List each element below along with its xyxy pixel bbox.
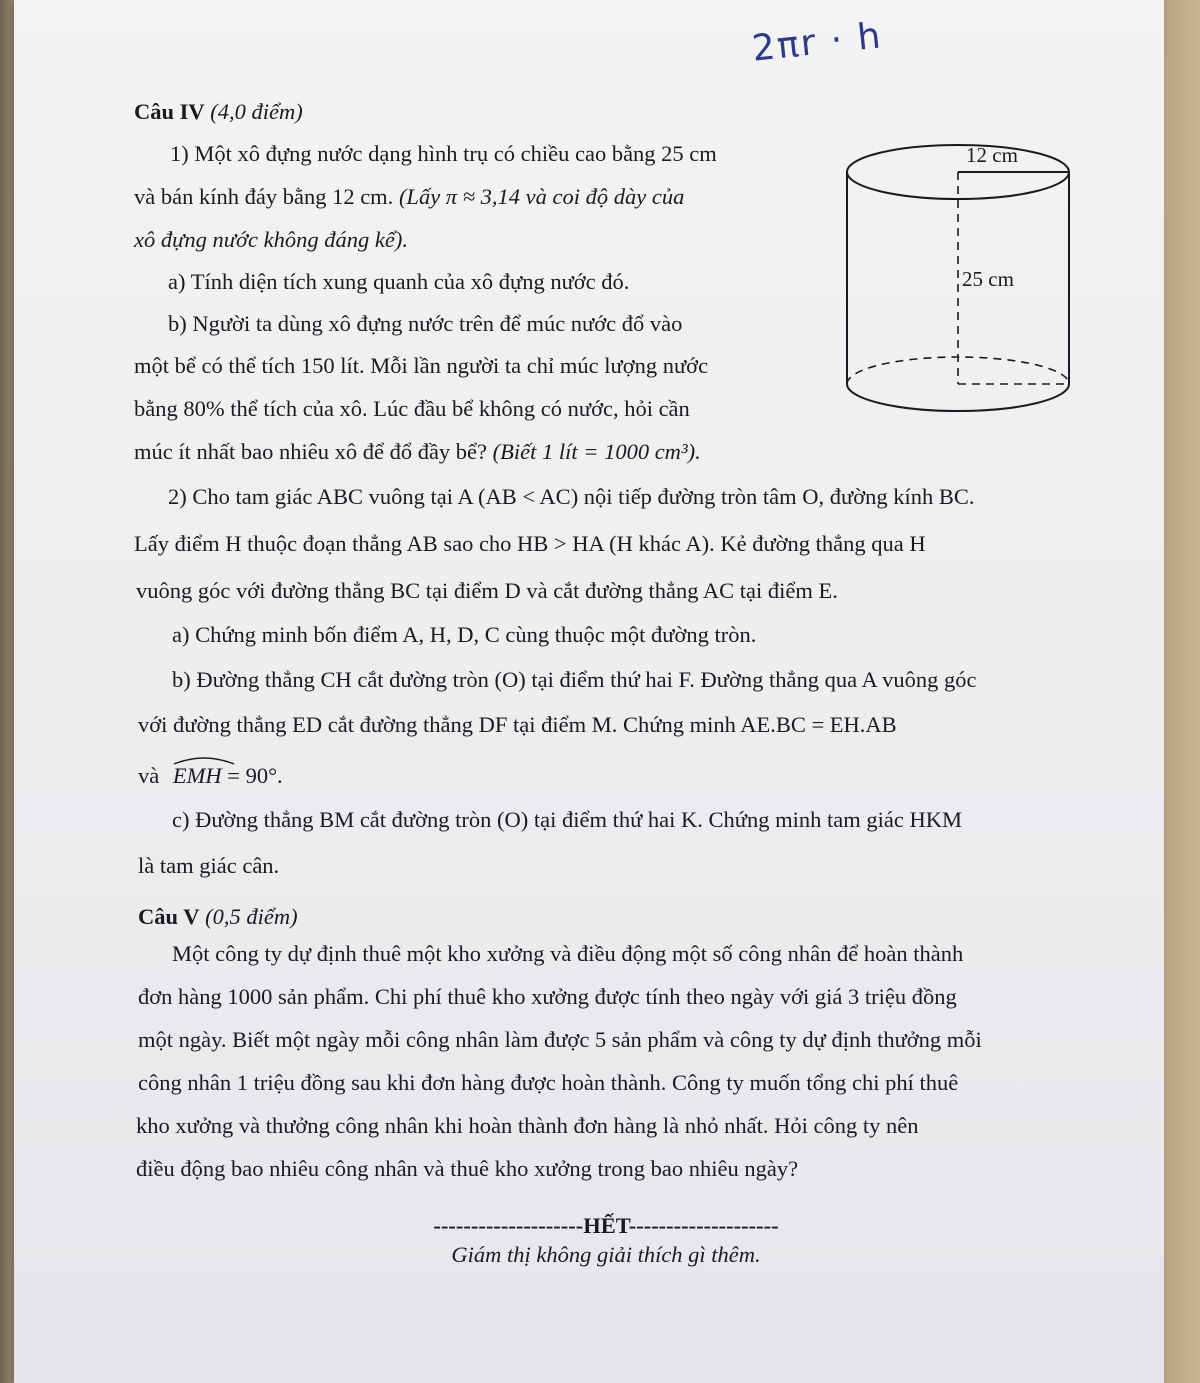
q4-part2-b-line3: [138, 762, 283, 789]
q4-part1-b-line4-note: (Biết 1 lít = 1000 cm³).: [492, 439, 701, 464]
q4-part2-b-line1: b) Đường thẳng CH cắt đường tròn (O) tại điểm thứ hai F. Đường thẳng qua A vuông góc: [172, 667, 977, 692]
radius-label: 12 cm: [966, 143, 1018, 167]
handwritten-note: 2πr · h: [750, 15, 885, 70]
footer-note: Giám thị không giải thích gì thêm.: [451, 1242, 761, 1267]
q4-part1-b-line3: bằng 80% thể tích của xô. Lúc đầu bể không có nước, hỏi cần: [134, 396, 690, 421]
cylinder-figure: [836, 136, 1081, 426]
q4-part2-line3: vuông góc với đường thẳng BC tại điểm D và cắt đường thẳng AC tại điểm E.: [136, 578, 838, 603]
q5-line4: công nhân 1 triệu đồng sau khi đơn hàng được hoàn thành. Công ty muốn tổng chi phí thuê: [138, 1070, 959, 1095]
q4-part1-line2-text: và bán kính đáy bằng 12 cm.: [134, 184, 394, 209]
question-5-title: Câu V: [138, 904, 200, 929]
q4-part1-line2-note: (Lấy π ≈ 3,14 và coi độ dày của: [398, 184, 685, 209]
angle-emh-label: EMH: [172, 763, 222, 788]
question-4-points: (4,0 điểm): [210, 99, 303, 124]
q4-part1-line1: 1) Một xô đựng nước dạng hình trụ có chiều cao bằng 25 cm: [170, 141, 717, 166]
q4-part1-b-line2: một bể có thể tích 150 lít. Mỗi lần người ta chỉ múc lượng nước: [134, 353, 709, 378]
angle-value: = 90°.: [221, 763, 283, 788]
q5-line1: Một công ty dự định thuê một kho xưởng và điều động một số công nhân để hoàn thành: [172, 941, 964, 966]
question-5-heading: [138, 903, 298, 930]
q5-line5: kho xưởng và thưởng công nhân khi hoàn thành đơn hàng là nhỏ nhất. Hỏi công ty nên: [136, 1113, 919, 1138]
q4-part1-b-line4-text: múc ít nhất bao nhiêu xô để đổ đầy bể?: [134, 439, 488, 464]
angle-emh: [173, 762, 222, 789]
q4-part1-b-line1: b) Người ta dùng xô đựng nước trên để múc nước đổ vào: [168, 311, 683, 336]
q5-line6: điều động bao nhiêu công nhân và thuê kho xưởng trong bao nhiêu ngày?: [136, 1156, 799, 1181]
q4-part1-a: a) Tính diện tích xung quanh của xô đựng nước đó.: [168, 269, 630, 294]
table-background-right: [1160, 0, 1200, 1383]
q4-part1-b-line4: [134, 438, 701, 465]
q4-part2-line2: Lấy điểm H thuộc đoạn thẳng AB sao cho HB > HA (H khác A). Kẻ đường thẳng qua H: [134, 531, 926, 556]
end-marker: --------------------HẾT--------------------: [433, 1213, 779, 1238]
question-4-title: Câu IV: [134, 99, 205, 124]
q4-part1-line2: [134, 183, 684, 210]
cylinder-bottom-front: [847, 384, 1069, 411]
q5-line2: đơn hàng 1000 sản phẩm. Chi phí thuê kho xưởng được tính theo ngày với giá 3 triệu đồng: [138, 984, 957, 1009]
question-4-heading: [134, 98, 303, 125]
q4-part2-b-line3-and: và: [138, 763, 160, 788]
q5-line3: một ngày. Biết một ngày mỗi công nhân làm được 5 sản phẩm và công ty dự định thưởng mỗi: [138, 1027, 982, 1052]
q4-part2-c-line1: c) Đường thẳng BM cắt đường tròn (O) tại điểm thứ hai K. Chứng minh tam giác HKM: [172, 807, 962, 832]
height-label: 25 cm: [962, 267, 1014, 291]
q4-part1-line3: xô đựng nước không đáng kể).: [134, 227, 408, 252]
angle-arc-icon: [173, 754, 235, 766]
question-5-points: (0,5 điểm): [205, 904, 298, 929]
q4-part2-b-line2: với đường thẳng ED cắt đường thẳng DF tại điểm M. Chứng minh AE.BC = EH.AB: [138, 712, 897, 737]
q4-part2-c-line2: là tam giác cân.: [138, 853, 280, 878]
q4-part2-line1: 2) Cho tam giác ABC vuông tại A (AB < AC) nội tiếp đường tròn tâm O, đường kính BC.: [168, 484, 975, 509]
q4-part2-a: a) Chứng minh bốn điểm A, H, D, C cùng thuộc một đường tròn.: [172, 622, 757, 647]
